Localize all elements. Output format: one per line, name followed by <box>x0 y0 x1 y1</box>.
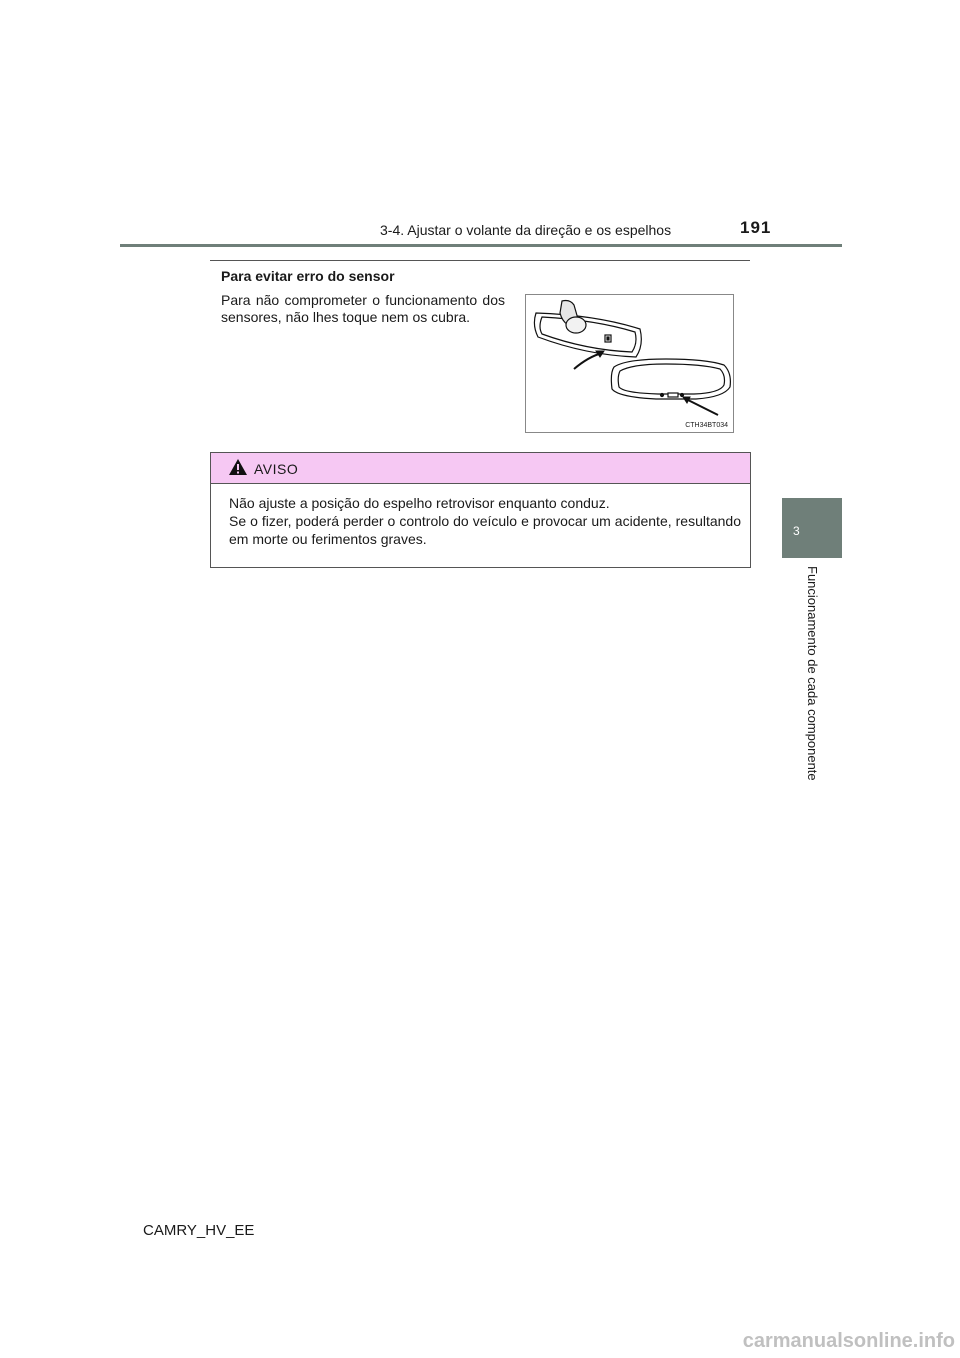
footer-model-code: CAMRY_HV_EE <box>143 1222 255 1239</box>
warning-header <box>211 453 750 484</box>
warning-title: AVISO <box>254 461 299 477</box>
watermark: carmanualsonline.info <box>742 1330 955 1352</box>
figure-code: CTH34BT034 <box>685 422 728 429</box>
warning-triangle-icon <box>228 458 248 476</box>
section-body: Para não comprometer o funcionamento dos sensores, não lhes toque nem os cubra. <box>221 292 505 325</box>
warning-box <box>210 452 751 568</box>
section-rule <box>210 260 750 261</box>
header-title: 3-4. Ajustar o volante da direção e os espelhos <box>380 222 672 238</box>
mirror-figure <box>525 294 734 433</box>
chapter-side-label: Funcionamento de cada componente <box>805 566 820 781</box>
page-number: 191 <box>740 218 772 237</box>
header-rule <box>120 244 842 247</box>
chapter-number: 3 <box>793 524 800 538</box>
section-heading: Para evitar erro do sensor <box>221 268 395 284</box>
mirror-illustration <box>526 295 733 432</box>
warning-line-2: Se o fizer, poderá perder o controlo do veículo e provocar um acidente, resultando em morte ou ferimentos graves. <box>229 513 741 547</box>
warning-line-1: Não ajuste a posição do espelho retrovisor enquanto conduz. <box>229 495 610 511</box>
warning-body <box>229 494 741 548</box>
chapter-tab <box>782 498 842 558</box>
